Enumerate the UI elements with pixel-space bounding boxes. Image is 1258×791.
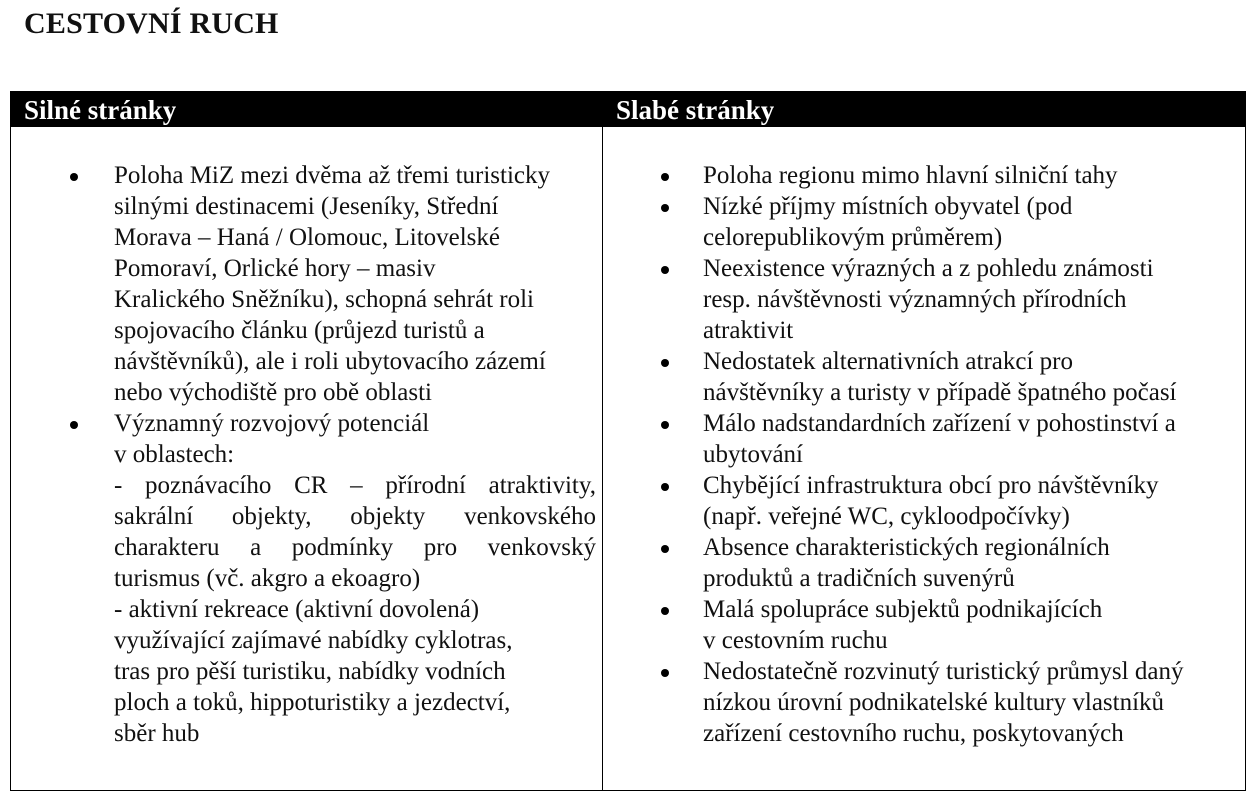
text-line: charakteru a podmínky pro venkovský — [114, 534, 596, 561]
list-item — [603, 470, 1245, 532]
bullet-icon — [661, 173, 669, 181]
text-line: Pomoraví, Orlické hory – masiv — [114, 255, 436, 282]
text-line: - aktivní rekreace (aktivní dovolená) — [114, 596, 480, 623]
list-item — [11, 160, 602, 408]
bullet-icon — [661, 421, 669, 429]
list-item — [603, 253, 1245, 346]
bullet-icon — [661, 204, 669, 212]
sub-item — [114, 594, 596, 749]
item-text — [703, 191, 1237, 253]
text-line: Neexistence výrazných a z pohledu známosti — [703, 255, 1154, 282]
text-line: - poznávacího CR – přírodní atraktivity, — [114, 472, 596, 499]
weaknesses-list — [603, 160, 1245, 749]
bullet-icon — [661, 607, 669, 615]
text-line: celorepublikovým průměrem) — [703, 224, 1003, 251]
item-text — [703, 160, 1237, 191]
text-line: tras pro pěší turistiku, nabídky vodních — [114, 658, 506, 685]
list-item — [603, 191, 1245, 253]
text-line: návštěvníky a turisty v případě špatného počasí — [703, 379, 1177, 406]
swot-table — [10, 91, 1246, 791]
text-line: Významný rozvojový potenciál — [114, 410, 430, 437]
list-item — [603, 160, 1245, 191]
text-line: Poloha regionu mimo hlavní silniční tahy — [703, 162, 1118, 189]
item-text — [703, 253, 1237, 346]
text-line: Málo nadstandardních zařízení v pohostinství a — [703, 410, 1176, 437]
bullet-icon — [70, 173, 78, 181]
text-line: nebo východiště pro obě oblasti — [114, 379, 432, 406]
text-line: Morava – Haná / Olomouc, Litovelské — [114, 224, 501, 251]
text-line: turismus (vč. akgro a ekoagro) — [114, 565, 421, 592]
bullet-icon — [661, 266, 669, 274]
text-line: nízkou úrovní podnikatelské kultury vlastníků — [703, 689, 1165, 716]
text-line: zařízení cestovního ruchu, poskytovaných — [703, 720, 1124, 747]
bullet-icon — [661, 669, 669, 677]
list-item — [11, 408, 602, 749]
item-text — [703, 532, 1237, 594]
item-text — [114, 160, 596, 408]
sub-item — [114, 470, 596, 594]
text-line: v cestovním ruchu — [703, 627, 888, 654]
strengths-list — [11, 160, 602, 749]
text-line: Poloha MiZ mezi dvěma až třemi turisticky — [114, 162, 550, 189]
text-line: ploch a toků, hippoturistiky a jezdectví, — [114, 689, 511, 716]
bullet-icon — [661, 545, 669, 553]
text-line: Nedostatečně rozvinutý turistický průmysl daný — [703, 658, 1184, 685]
list-item — [603, 532, 1245, 594]
item-text — [703, 408, 1237, 470]
list-item — [603, 656, 1245, 749]
text-line: produktů a tradičních suvenýrů — [703, 565, 1015, 592]
text-line: Nedostatek alternativních atrakcí pro — [703, 348, 1073, 375]
text-line: atraktivit — [703, 317, 794, 344]
text-line: resp. návštěvnosti významných přírodních — [703, 286, 1127, 313]
text-line: sběr hub — [114, 720, 200, 747]
text-line: Absence charakteristických regionálních — [703, 534, 1110, 561]
list-item — [603, 594, 1245, 656]
strengths-body — [11, 127, 602, 749]
item-text — [703, 594, 1237, 656]
text-line: Kralického Sněžníku), schopná sehrát roli — [114, 286, 535, 313]
page-title: CESTOVNÍ RUCH — [24, 7, 279, 40]
text-line: využívající zajímavé nabídky cyklotras, — [114, 627, 513, 654]
text-line: ubytování — [703, 441, 803, 468]
weaknesses-header: Slabé stránky — [603, 92, 1245, 127]
item-text — [703, 656, 1237, 749]
text-line: návštěvníků), ale i roli ubytovacího zázemí — [114, 348, 546, 375]
text-line: Nízké příjmy místních obyvatel (pod — [703, 193, 1073, 220]
text-line: (např. veřejné WC, cykloodpočívky) — [703, 503, 1070, 530]
text-line: silnými destinacemi (Jeseníky, Střední — [114, 193, 499, 220]
list-item — [603, 346, 1245, 408]
list-item — [603, 408, 1245, 470]
weaknesses-body — [603, 127, 1245, 749]
bullet-icon — [661, 359, 669, 367]
weaknesses-column — [603, 92, 1245, 790]
text-line: Malá spolupráce subjektů podnikajících — [703, 596, 1103, 623]
item-text — [114, 408, 596, 470]
bullet-icon — [661, 483, 669, 491]
text-line: Chybějící infrastruktura obcí pro návštěvníky — [703, 472, 1159, 499]
item-text — [703, 346, 1237, 408]
text-line: spojovacího článku (průjezd turistů a — [114, 317, 485, 344]
text-line: sakrální objekty, objekty venkovského — [114, 503, 596, 530]
item-text — [703, 470, 1237, 532]
strengths-header: Silné stránky — [11, 92, 602, 127]
bullet-icon — [70, 421, 78, 429]
strengths-column — [11, 92, 603, 790]
text-line: v oblastech: — [114, 441, 235, 468]
